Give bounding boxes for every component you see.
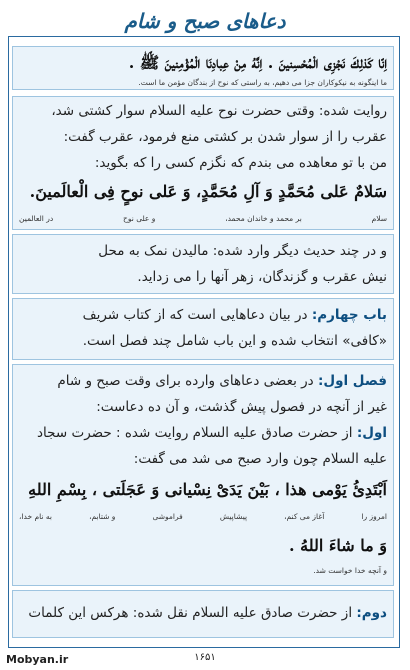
paragraph-text: از حضرت صادق عليه السلام روایت شده : حضرت سجاد [37, 425, 353, 441]
paragraph-line: و در چند حدیث دیگر وارد شده: مالیدن نمک به محل [98, 243, 387, 259]
paragraph-line [13, 369, 393, 394]
arabic-verse: وَ ما شاءَ اللهُ . [288, 536, 387, 555]
paragraph-line: روایت شده: وقتی حضرت نوح عليه السلام سوار کشتی شد، [51, 103, 387, 119]
verse-translation [13, 213, 393, 225]
paragraph-line: غیر از آنچه در فصول پیش گذشت، و آن ده دعاست: [96, 399, 387, 415]
verse-translation: ما اینگونه به نیکوکاران جزا می دهیم، به راستی که نوح از بندگان مؤمن ما است. [138, 78, 387, 87]
section-block-2 [12, 96, 394, 230]
page-title: دعاهای صبح و شام [124, 9, 286, 33]
translation-word: و علی نوح [123, 214, 156, 223]
section-heading: دوم: [356, 605, 387, 621]
section-heading: باب چهارم: [311, 307, 387, 323]
translation-word: امروز را [361, 512, 387, 521]
translation-word: پیشاپیش [219, 512, 248, 521]
paragraph-line: عقرب را از سوار شدن بر کشتی منع فرمود، عقرب گفت: [63, 129, 387, 145]
translation-word: به نام خدا، [19, 512, 52, 521]
paragraph-line: نیش عقرب و گزندگان، زهر آنها را می زداید. [137, 269, 387, 285]
section-block-4 [12, 298, 394, 360]
paragraph-line [13, 421, 393, 446]
paragraph-line: «کافی» انتخاب شده و این باب شامل چند فصل است. [82, 333, 387, 349]
paragraph-line: من با تو معاهده می بندم که نگزم کسی را که بگوید: [94, 155, 387, 171]
translation-word: در العالمین [19, 214, 54, 223]
section-block-5 [12, 364, 394, 586]
verse-translation [13, 511, 393, 523]
paragraph-line [13, 303, 393, 328]
paragraph-text: از حضرت صادق عليه السلام نقل شده: هرکس این کلمات [28, 605, 353, 621]
translation-word: فراموشی [152, 512, 183, 521]
section-heading: اول: [356, 425, 387, 441]
translation-word: و شتابم، [89, 512, 116, 521]
site-brand: Mobyan.ir [6, 653, 69, 666]
page-header [0, 6, 410, 36]
paragraph-text: در بعضی دعاهای وارده برای وقت صبح و شام [57, 373, 314, 389]
section-block-1 [12, 46, 394, 90]
verse-translation: و آنچه خدا خواست شد. [313, 566, 387, 575]
section-block-6 [12, 590, 394, 638]
translation-word: بر محمد و خاندان محمد، [225, 214, 302, 223]
section-block-3 [12, 234, 394, 294]
arabic-verse: اِنّا كَذلِكَ نَجْزِی الْمُحْسِنينَ . اِنَّهُ مِنْ عِبادِنَا الْمُؤْمِنينَ ﷺ . [128, 53, 387, 72]
arabic-verse: اَبْتَدِئُ يَوْمی هذا ، بَيْنَ يَدَیْ نِسْيانی وَ عَجَلَتی ، بِسْمِ اللهِ [28, 480, 387, 499]
paragraph-line [13, 601, 393, 626]
paragraph-text: در بیان دعاهایی است که از کتاب شریف [82, 307, 308, 323]
arabic-verse: سَلامٌ عَلی مُحَمَّدٍ وَ آلِ مُحَمَّدٍ، وَ عَلی نوحٍ فِی الْعالَمينَ. [29, 182, 387, 201]
page-number: ۱۶۵۱ [194, 652, 216, 663]
translation-word: آغاز می کنم، [284, 512, 325, 521]
section-heading: فصل اول: [317, 373, 387, 389]
paragraph-line: عليه السلام چون وارد صبح می شد می گفت: [133, 451, 387, 467]
translation-word: سلام [371, 214, 387, 223]
